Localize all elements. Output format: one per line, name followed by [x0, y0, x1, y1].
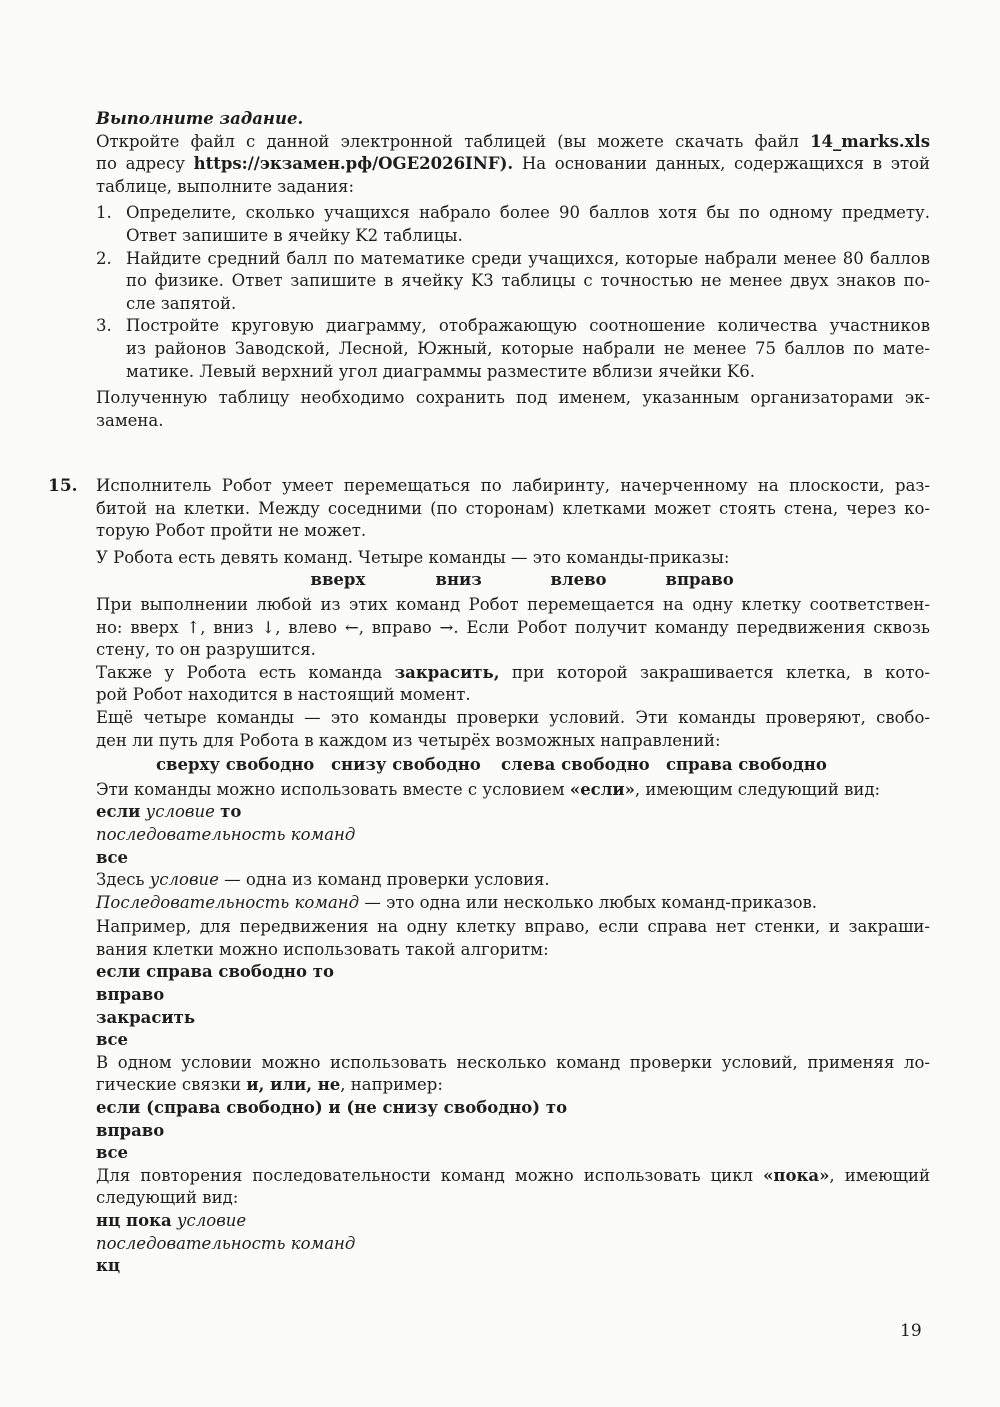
if-syntax-line: если условие то — [96, 802, 242, 822]
cmd-down-free: снизу свободно — [331, 755, 481, 775]
cmd-left: влево — [550, 570, 607, 590]
logic-block: В одном условии можно использовать несколько команд проверки условий, применяя ло- гические связки и, или, не, например: если (справа свободно) и (не снизу свободно) то вправо все — [96, 1052, 930, 1163]
sequence-def: Последовательность команд — это одна или несколько любых команд-приказов. — [96, 892, 818, 912]
task-intro-line3: таблице, выполните задания: — [96, 176, 355, 196]
nine-commands-text: У Робота есть девять команд. Четыре команды — это команды-приказы: — [96, 547, 730, 567]
file-name: 14_marks.xls — [810, 131, 930, 151]
task-intro-line1: Откройте файл с данной электронной таблицей (вы можете скачать файл 14_marks.xls — [96, 131, 930, 151]
condition-def: Здесь условие — одна из команд проверки условия. — [96, 870, 550, 890]
task-item-1: 1. Определите, сколько учащихся набрало более 90 баллов хотя бы по одному предмету. Ответ запишите в ячейку K2 таблицы. — [96, 203, 930, 245]
cmd-right-free: справа свободно — [666, 755, 827, 775]
cmd-down: вниз — [435, 570, 482, 590]
cmd-up-free: сверху свободно — [156, 755, 315, 775]
question-15-body: Исполнитель Робот умеет перемещаться по лабиринту, начерченному на плоскости, раз- битой на клетки. Между соседними (по сторонам) клетками может стоять стена, через ко- торую Робот пройти не может. У Робота есть девять команд. Четыре команды — это команды-приказы: вверх вниз влево вправо При выполнении любой из этих команд Робот перемещается на одну клетку соответствен- но: вверх ↑, вниз ↓, влево ←, вправо →. Если Робот получит команду передвижения сквозь стену, то он разрушится. Также у Робота есть команда закрасить, при которой закрашивается клетка, в кото- рой Робот находится в настоящий момент. Ещё четыре команды — это команды проверки условий. Эти команды проверяют, свобо- ден ли путь для Робота в каждом из четырёх возможных направлений: сверху свободно снизу свободно слева свободно справа свободно Эти команды можно использовать вместе с условием «если», имеющим следующий вид: если условие то последовательность команд все Здесь условие — одна из команд проверки условия. Последовательность команд — это одна или несколько любых команд-приказов. Например, для передвижения на одну клетку вправо, если справа нет стенки, и закраши- вания клетки можно использовать такой алгоритм: если справа свободно то вправо закрасить все В одном условии можно использовать несколько команд проверки условий, применяя ло- гические связки и, или, не, например: если (справа свободно) и (не снизу свободно) то вправо все Для повторения последовательности команд можно использовать цикл «пока», имеющий следующий вид: нц пока условие последовательность команд кц — [96, 475, 930, 1278]
task-list — [96, 202, 930, 383]
task-item-2: 2. Найдите средний балл по математике среди учащихся, которые набрали менее 80 баллов по физике. Ответ запишите в ячейку K3 таблицы с точностью не менее двух знаков по- сле запятой. — [96, 248, 930, 313]
cmd-left-free: слева свободно — [501, 755, 650, 775]
page-number: 19 — [900, 1321, 922, 1341]
loop-block: Для повторения последовательности команд можно использовать цикл «пока», имеющий следующий вид: нц пока условие последовательность команд кц — [96, 1165, 930, 1276]
task-intro-line2: по адресу https://экзамен.рф/OGE2026INF). На основании данных, содержащихся в этой — [96, 154, 931, 174]
check-commands — [96, 754, 930, 777]
task-block — [96, 108, 930, 432]
question-number: 15. — [48, 476, 78, 496]
task-item-3: 3. Постройте круговую диаграмму, отображающую соотношение количества участников из районов Заводской, Лесной, Южный, которые набрали не менее 75 баллов по мате- матике. Левый верхний угол диаграммы разместите вблизи ячейки K6. — [96, 316, 930, 381]
cmd-paint: закрасить, — [394, 662, 500, 682]
cmd-right: вправо — [665, 570, 734, 590]
download-url: https://экзамен.рф/OGE2026INF). — [193, 154, 514, 174]
if-intro: Эти команды можно использовать вместе с условием «если», имеющим следующий вид: — [96, 779, 881, 799]
cmd-up: вверх — [310, 570, 366, 590]
save-instruction: Полученную таблицу необходимо сохранить под именем, указанным организаторами эк- замена. — [96, 388, 930, 430]
paint-text: Также у Робота есть команда закрасить, при которой закрашивается клетка, в кото- — [96, 662, 930, 682]
example-block: Например, для передвижения на одну клетку вправо, если справа нет стенки, и закраши- вания клетки можно использовать такой алгоритм: если справа свободно то вправо закрасить все — [96, 917, 930, 1050]
move-description: При выполнении любой из этих команд Робот перемещается на одну клетку соответствен- но: вверх ↑, вниз ↓, влево ←, вправо →. Если Робот получит команду передвижения сквозь стену, то он разрушится. — [96, 594, 930, 660]
task-heading: Выполните задание. — [96, 109, 304, 128]
move-commands — [96, 569, 930, 592]
